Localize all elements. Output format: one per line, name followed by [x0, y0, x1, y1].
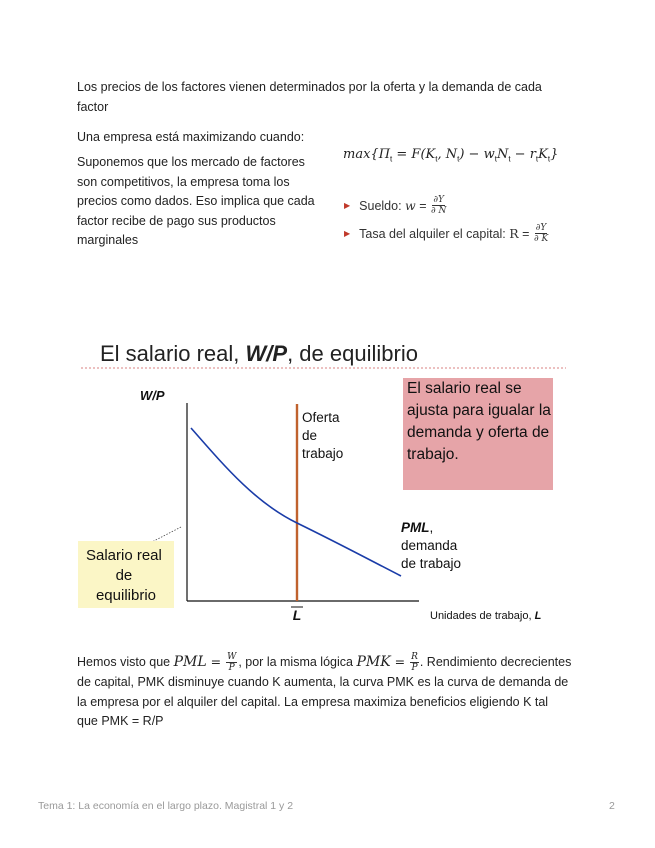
- page-number: 2: [609, 800, 615, 812]
- bottom-p1-a: Hemos visto que: [77, 655, 174, 669]
- rent-fraction: [534, 223, 548, 244]
- equilibrium-callout-text: Salario real de equilibrio: [85, 547, 162, 604]
- labor-market-slide: [76, 328, 576, 628]
- bottom-p1-c: . Rendimiento decrecientes de capital, PMK disminuye cuando K aumenta, la curva PMK es la curva de demanda de la empresa por el alquiler del capital. La empresa maximiza beneficios eligiendo K tal que PMK = R/P: [77, 655, 572, 729]
- y-axis-label: W/P: [140, 388, 165, 403]
- w-frac-den: P: [228, 663, 235, 674]
- r-frac-num: R: [411, 652, 418, 663]
- intro-paragraph: Los precios de los factores vienen determinados por la oferta y la demanda de cada factor: [77, 80, 542, 114]
- labor-market-diagram: [76, 328, 576, 628]
- bottom-paragraph: Hemos visto que PML = $\frac{W}{P}$ , por la misma lógica PMK = $\frac{R}{P}$ . Rendimiento decrecientes de capital, PMK disminuye cuando K aumenta, la curva PMK es la curva de demanda de la empresa por el alquiler del capital. La empresa maximiza beneficios eligiendo K tal que PMK = R/P: [77, 652, 572, 729]
- formula-max: max: [343, 147, 371, 162]
- real-wage-callout-text: El salario real se ajusta para igualar la demanda y oferta de trabajo.: [407, 380, 551, 463]
- bullet-rent: ▶ Tasa del alquiler el capital: R = $\frac{\partial Y}{\partial K}$: [344, 223, 549, 244]
- wage-fraction: [431, 195, 446, 216]
- w-over-p-fraction: [226, 652, 237, 673]
- bullet-arrow-icon: ▶: [344, 229, 351, 238]
- bullet-wage-label: Sueldo:: [359, 198, 402, 213]
- wage-frac-num: ∂Y: [433, 195, 444, 205]
- pml-symbol: PML: [173, 654, 207, 670]
- bottom-p1-b: , por la misma lógica: [238, 655, 357, 669]
- r-frac-den: P: [411, 663, 418, 674]
- pmk-symbol: PMK: [356, 654, 391, 670]
- rent-frac-den: ∂ K: [533, 234, 549, 244]
- r-over-p-fraction: [410, 652, 419, 673]
- bullet-arrow-icon: ▶: [344, 201, 351, 210]
- bullet-wage-lhs: w: [405, 198, 416, 213]
- x-axis-label: Unidades de trabajo, L: [430, 610, 542, 622]
- maximizing-heading: Una empresa está maximizando cuando:: [77, 130, 305, 144]
- slide-title: El salario real, W/P, de equilibrio: [100, 341, 418, 366]
- competitive-paragraph: Suponemos que los mercado de factores son competitivos, la empresa toma los precios como dados. Eso implica que cada factor recibe de pago sus productos marginales: [77, 155, 315, 247]
- supply-label: Oferta de trabajo: [302, 410, 344, 461]
- formula-body: {Π: [370, 147, 391, 162]
- w-frac-num: W: [227, 652, 237, 663]
- bullet-wage: ▶ Sueldo: w = $\frac{\partial Y}{\partial N}$: [344, 195, 447, 216]
- profit-max-formula: $\max\{\Pi_t = F(K_t$, $N_t) - w_tN_t - r_tK_t$}: [343, 147, 559, 164]
- l-bar-label: L: [292, 607, 302, 623]
- bullet-rent-label: Tasa del alquiler el capital:: [359, 226, 506, 241]
- footer-text: Tema 1: La economía en el largo plazo. Magistral 1 y 2: [38, 800, 294, 812]
- rent-frac-num: ∂Y: [535, 223, 547, 233]
- bullet-rent-lhs: R: [509, 226, 519, 241]
- wage-frac-den: ∂ N: [431, 206, 447, 216]
- demand-label: PML, demanda de trabajo: [401, 520, 462, 571]
